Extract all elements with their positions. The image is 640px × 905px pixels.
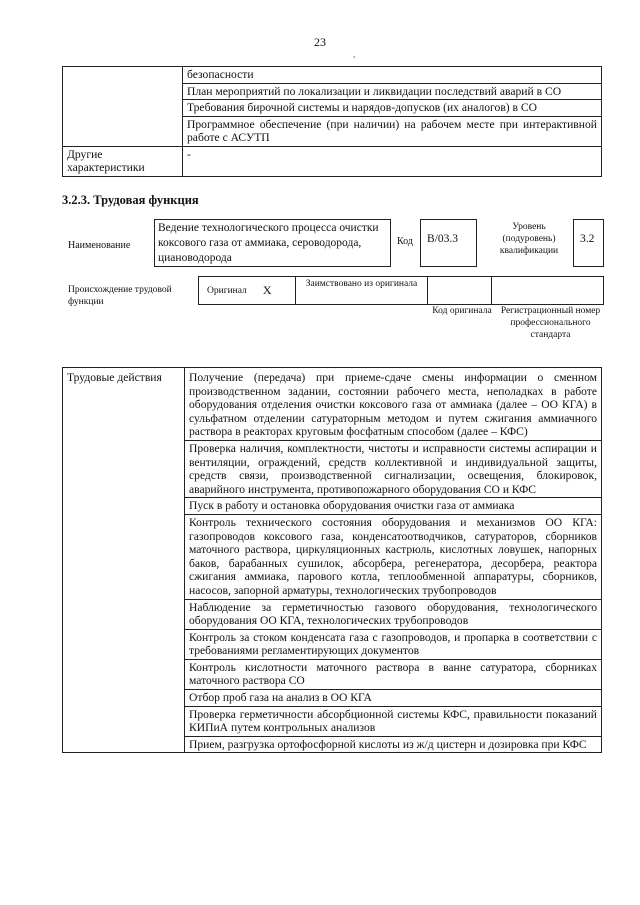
- code-original-label: Код оригинала: [432, 306, 492, 316]
- list-item: Проверка наличия, комплектности, чистоты и исправности системы аспирации и вентиляции, ограждений, средств коллективной и индивидуальной защиты, средств связи, производственной сигнализации, освещения, блокировок, аварийного инструмента, противопожарного оборудования СО и КФС: [185, 440, 602, 497]
- list-item: безопасности: [183, 67, 602, 84]
- labor-actions-table: [62, 367, 602, 753]
- table-row: [63, 368, 602, 441]
- other-characteristics-label: Другие характеристики: [63, 146, 183, 176]
- list-item: План мероприятий по локализации и ликвидации последствий аварий в СО: [183, 83, 602, 100]
- list-item: Пуск в работу и остановка оборудования очистки газа от аммиака: [185, 498, 602, 515]
- code-value: В/03.3: [420, 219, 477, 267]
- table-row: [63, 67, 602, 84]
- function-name-value: Ведение технологического процесса очистки коксового газа от аммиака, сероводорода, циановодорода: [154, 219, 391, 267]
- labor-actions-label: Трудовые действия: [63, 368, 185, 753]
- borrowed-cell: Заимствовано из оригинала: [295, 277, 427, 304]
- reg-number-cell: [491, 277, 603, 304]
- level-label: Уровень (подуровень) квалификации: [499, 222, 559, 256]
- reg-number-label: Регистрационный номер профессионального стандарта: [500, 306, 601, 340]
- origin-row: [198, 276, 604, 305]
- page-tick-mark: ,: [353, 49, 356, 59]
- other-characteristics-value: -: [183, 146, 602, 176]
- original-label: Оригинал: [207, 285, 247, 296]
- original-mark: Х: [262, 283, 272, 297]
- list-item: Получение (передача) при приеме-сдаче смены информации о сменном производственном задании, состоянии рабочего места, неполадках в работе оборудования отделения очистки коксового газа от аммиака (далее – ОО КГА) в сульфатном отделении сатураторным методом и путем сжигания аммиачного раствора в реакторах круговым фосфатным способом (далее – КФС): [185, 368, 602, 441]
- empty-label-cell: [63, 67, 183, 147]
- list-item: Контроль технического состояния оборудования и механизмов ОО КГА: газопроводов коксового газа, конденсатоотводчиков, сатураторов, сборников маточного раствора, циркуляционных кастрюль, кислотных ловушек, напорных баков, барабанных сушилок, абсорбера, регенератора, десорбера, реактора сжигания аммиака, парового котла, теплообменной аппаратуры, сборников, насосов, запорной арматуры, технологических трубопроводов: [185, 514, 602, 599]
- origin-label: Происхождение трудовой функции: [68, 285, 172, 307]
- list-item: Проверка герметичности абсорбционной системы КФС, правильности показаний КИПиА путем контрольных анализов: [185, 706, 602, 736]
- section-heading: 3.2.3. Трудовая функция: [62, 193, 199, 207]
- page-number: 23: [314, 35, 326, 49]
- name-label: Наименование: [68, 240, 131, 251]
- table-row: [63, 146, 602, 176]
- list-item: Контроль кислотности маточного раствора в ванне сатуратора, сборниках маточного раствора СО: [185, 659, 602, 689]
- list-item: Требования бирочной системы и нарядов-допусков (их аналогов) в СО: [183, 100, 602, 117]
- list-item: Отбор проб газа на анализ в ОО КГА: [185, 690, 602, 707]
- list-item: Программное обеспечение (при наличии) на рабочем месте при интерактивной работе с АСУТП: [183, 116, 602, 146]
- list-item: Прием, разгрузка ортофосфорной кислоты из ж/д цистерн и дозировка при КФС: [185, 736, 602, 753]
- level-value: 3.2: [573, 219, 604, 267]
- continuation-table: [62, 66, 602, 177]
- original-cell: [199, 277, 295, 304]
- code-original-cell: [427, 277, 491, 304]
- list-item: Контроль за стоком конденсата газа с газопроводов, и пропарка в соответствии с требованиями регламентирующих документов: [185, 629, 602, 659]
- code-label: Код: [397, 236, 413, 247]
- list-item: Наблюдение за герметичностью газового оборудования, технологического оборудования ОО КГА, технологических трубопроводов: [185, 599, 602, 629]
